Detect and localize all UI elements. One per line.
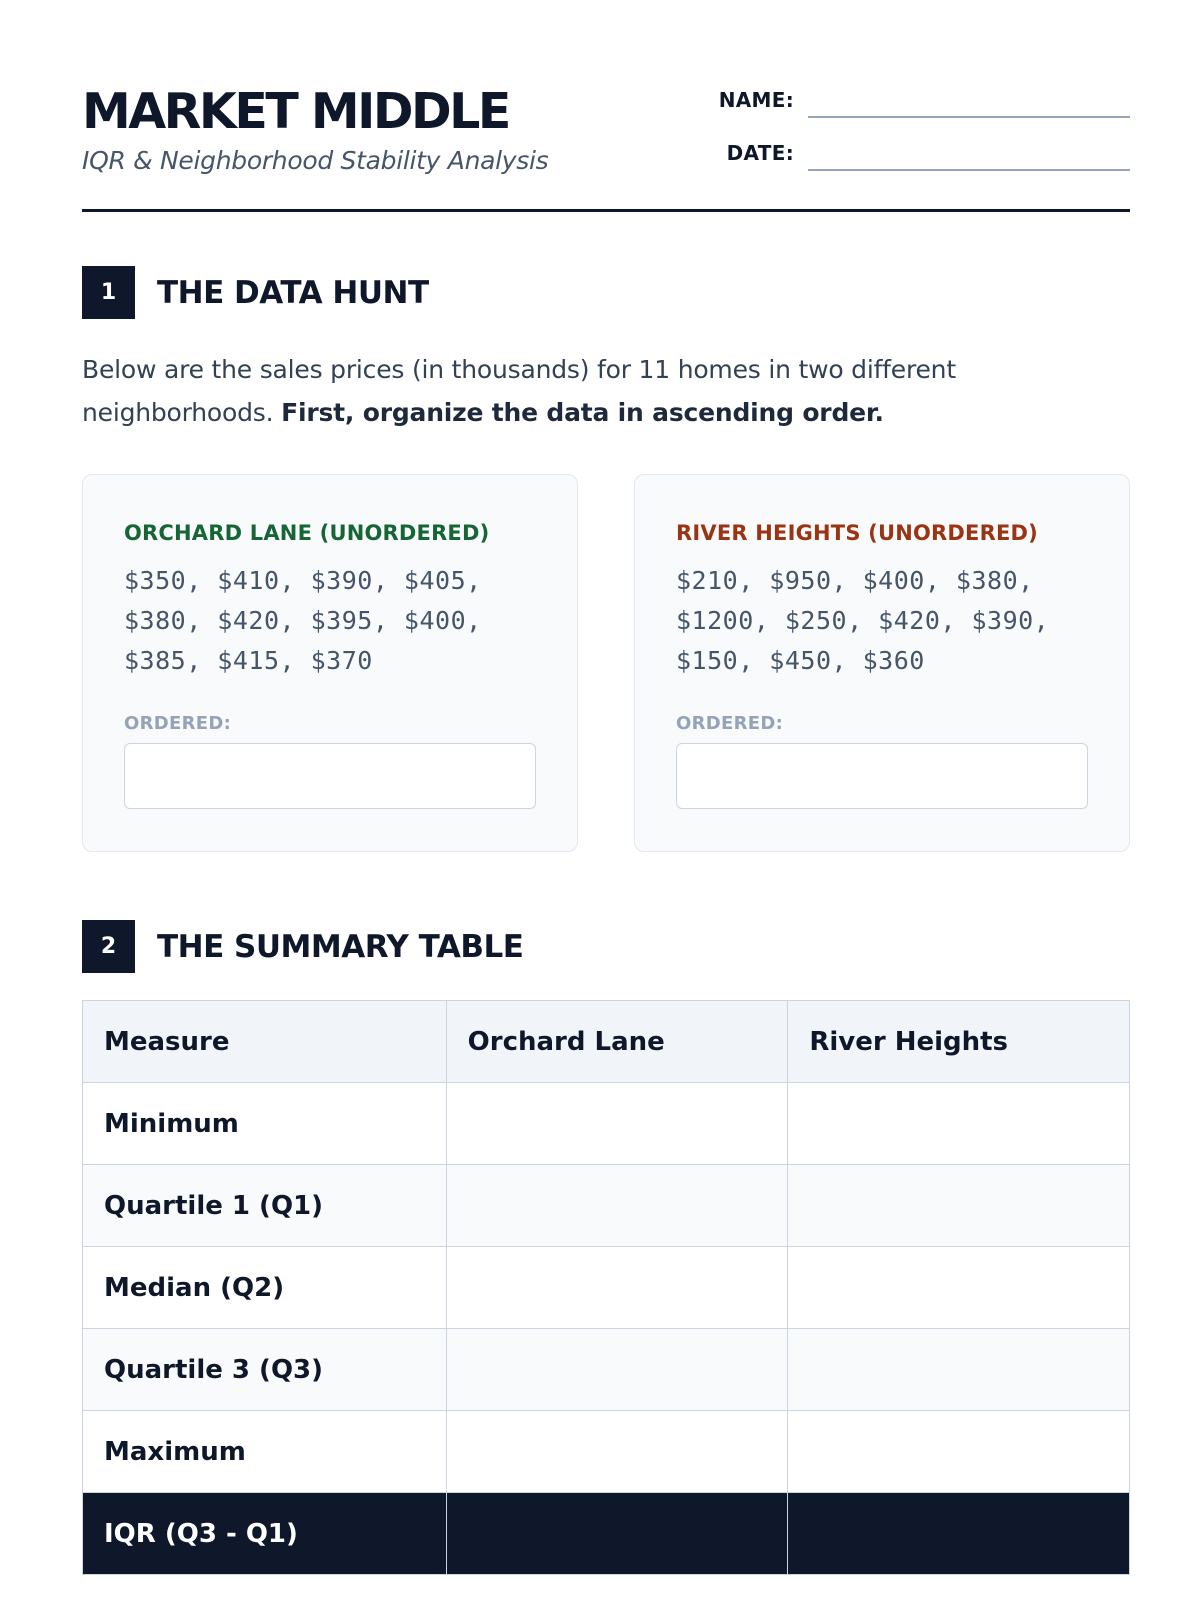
intro-instruction: First, organize the data in ascending order. (281, 398, 884, 427)
river-heights-ordered-label: ORDERED: (676, 713, 784, 734)
section-1-intro (82, 348, 1082, 434)
worksheet-header (82, 0, 1130, 212)
row-label: Quartile 1 (Q1) (83, 1165, 447, 1247)
row-label: Maximum (83, 1411, 447, 1493)
orchard-lane-ordered-label: ORDERED: (124, 713, 232, 734)
section-1-badge: 1 (82, 266, 135, 319)
river-heights-answer-cell[interactable] (788, 1083, 1130, 1165)
row-label: Median (Q2) (83, 1247, 447, 1329)
summary-table (82, 1000, 1130, 1575)
date-line[interactable] (808, 169, 1130, 171)
river-heights-answer-cell[interactable] (788, 1165, 1130, 1247)
table-row-median (83, 1247, 1130, 1329)
orchard-lane-card (82, 474, 578, 852)
river-heights-answer-cell[interactable] (788, 1411, 1130, 1493)
section-1-title: THE DATA HUNT (157, 274, 429, 311)
name-label: NAME: (718, 88, 794, 112)
river-heights-answer-cell[interactable] (788, 1493, 1130, 1575)
name-line[interactable] (808, 116, 1130, 118)
page-title: MARKET MIDDLE (82, 83, 509, 140)
orchard-lane-answer-cell[interactable] (446, 1247, 788, 1329)
row-label: IQR (Q3 - Q1) (83, 1493, 447, 1575)
table-header-row (83, 1001, 1130, 1083)
river-heights-card (634, 474, 1130, 852)
row-label: Minimum (83, 1083, 447, 1165)
table-row-minimum (83, 1083, 1130, 1165)
orchard-lane-values: $350, $410, $390, $405, $380, $420, $395, $400, $385, $415, $370 (124, 566, 482, 675)
summary-table-wrap (82, 1000, 1130, 1575)
orchard-lane-answer-cell[interactable] (446, 1165, 788, 1247)
date-label: DATE: (726, 141, 794, 165)
page-subtitle: IQR & Neighborhood Stability Analysis (82, 146, 549, 175)
section-1-heading (82, 266, 429, 319)
header-river-heights: River Heights (788, 1001, 1130, 1083)
row-label: Quartile 3 (Q3) (83, 1329, 447, 1411)
date-field (698, 141, 1130, 165)
river-heights-answer-cell[interactable] (788, 1329, 1130, 1411)
orchard-lane-title: ORCHARD LANE (UNORDERED) (124, 521, 490, 545)
river-heights-answer-cell[interactable] (788, 1247, 1130, 1329)
river-heights-ordered-input[interactable] (676, 743, 1088, 809)
header-measure: Measure (83, 1001, 447, 1083)
table-row-maximum (83, 1411, 1130, 1493)
orchard-lane-answer-cell[interactable] (446, 1493, 788, 1575)
orchard-lane-answer-cell[interactable] (446, 1329, 788, 1411)
section-2-heading (82, 920, 523, 973)
section-2-title: THE SUMMARY TABLE (157, 928, 524, 965)
worksheet-page (82, 0, 1130, 1549)
river-heights-values: $210, $950, $400, $380, $1200, $250, $420, $390, $150, $450, $360 (676, 566, 1050, 675)
river-heights-title: RIVER HEIGHTS (UNORDERED) (676, 521, 1038, 545)
orchard-lane-answer-cell[interactable] (446, 1083, 788, 1165)
table-row-iqr (83, 1493, 1130, 1575)
name-field (698, 88, 1130, 112)
orchard-lane-answer-cell[interactable] (446, 1411, 788, 1493)
intro-text: Below are the sales prices (in thousands) for 11 homes in two different neighborhoods. (82, 355, 956, 427)
section-2-badge: 2 (82, 920, 135, 973)
table-row-q1 (83, 1165, 1130, 1247)
orchard-lane-ordered-input[interactable] (124, 743, 536, 809)
table-row-q3 (83, 1329, 1130, 1411)
header-orchard-lane: Orchard Lane (446, 1001, 788, 1083)
